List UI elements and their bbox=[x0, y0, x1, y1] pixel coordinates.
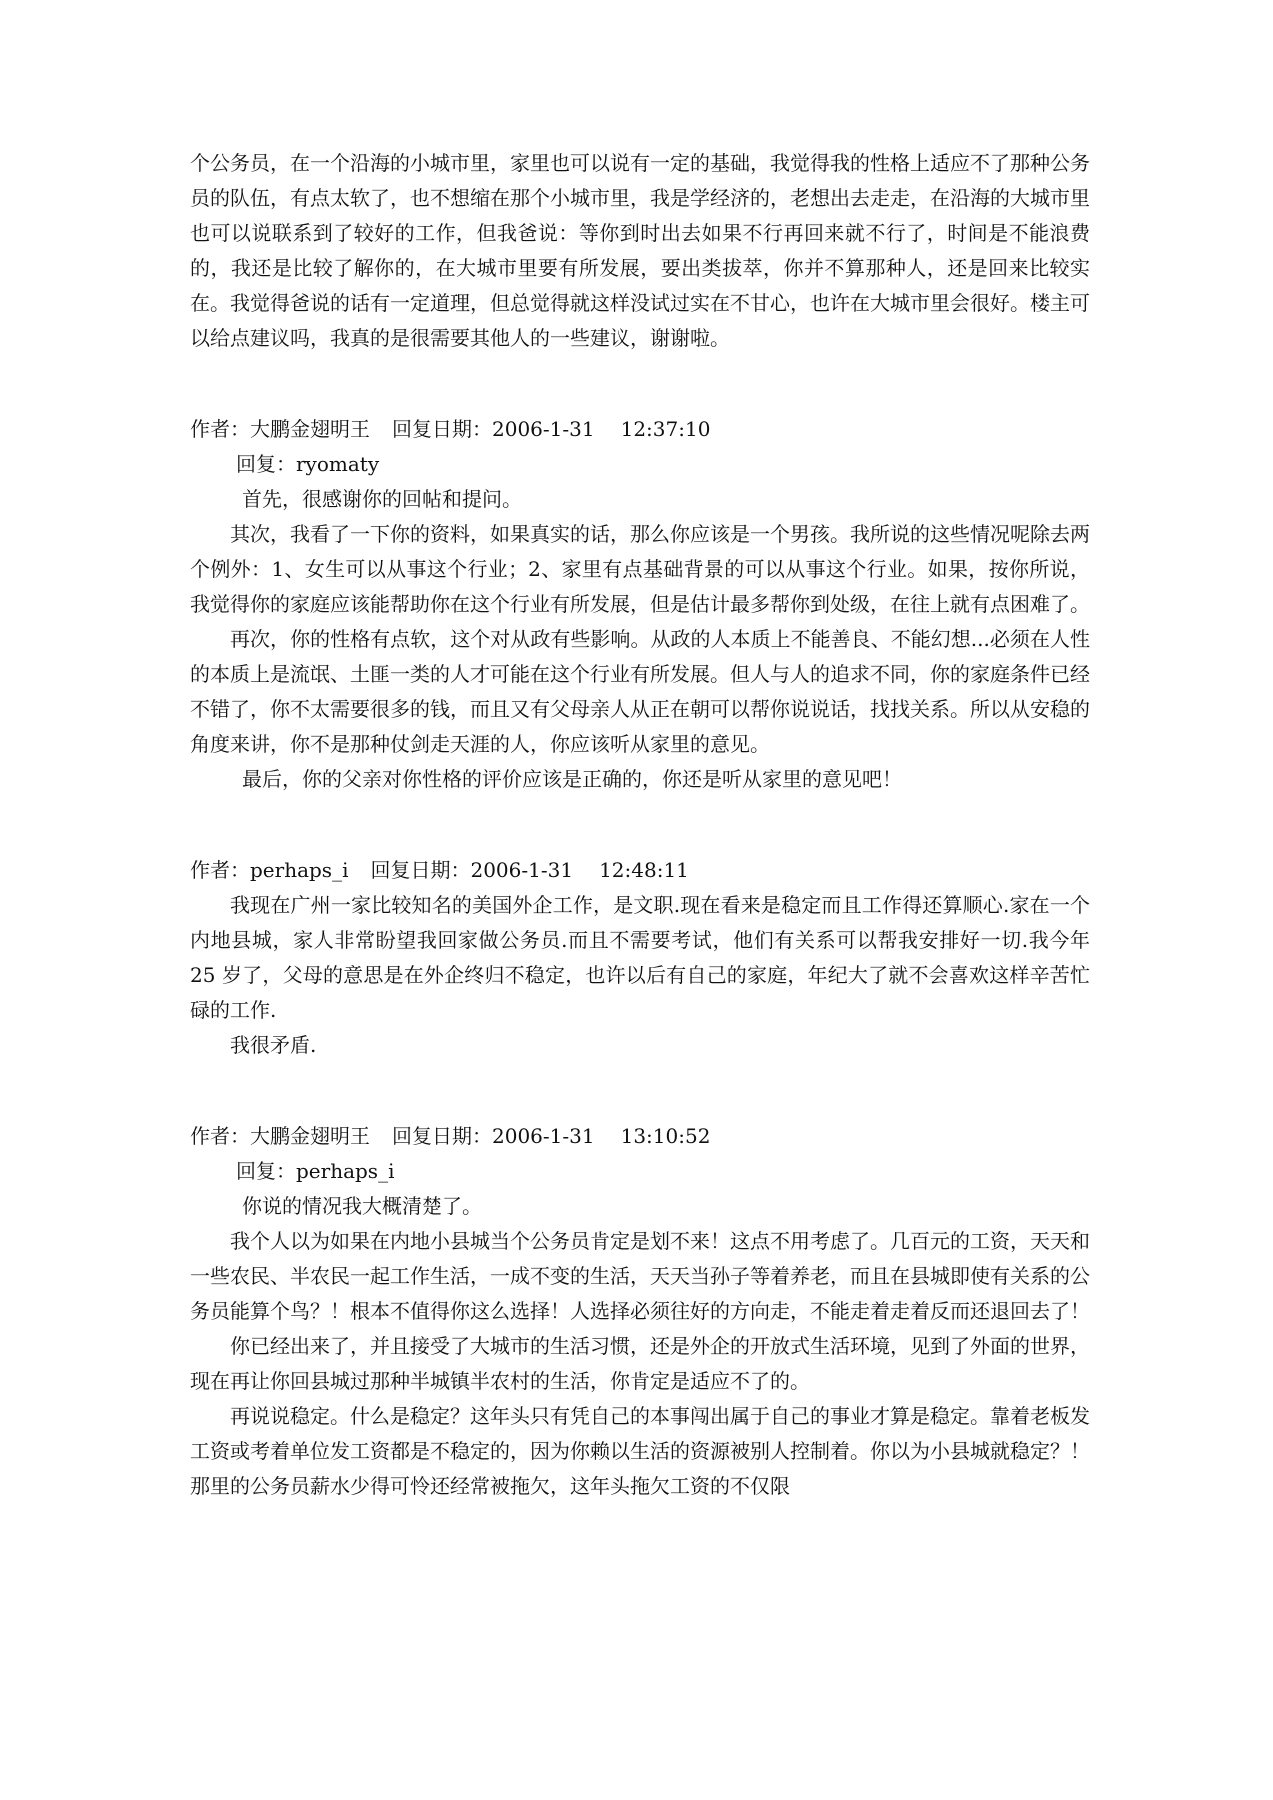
reply-post-2 bbox=[190, 853, 1090, 1063]
reply-post-3 bbox=[190, 1119, 1090, 1504]
top-paragraph: 个公务员，在一个沿海的小城市里，家里也可以说有一定的基础，我觉得我的性格上适应不了那种公务员的队伍，有点太软了，也不想缩在那个小城市里，我是学经济的，老想出去走走，在沿海的大城市里也可以说联系到了较好的工作，但我爸说：等你到时出去如果不行再回来就不行了，时间是不能浪费的，我还是比较了解你的，在大城市里要有所发展，要出类拔萃，你并不算那种人，还是回来比较实在。我觉得爸说的话有一定道理，但总觉得就这样没试过实在不甘心，也许在大城市里会很好。楼主可以给点建议吗，我真的是很需要其他人的一些建议，谢谢啦。 bbox=[190, 151, 1090, 350]
post-paragraph: 首先，很感谢你的回帖和提问。 bbox=[242, 487, 522, 511]
post-paragraph: 我现在广州一家比较知名的美国外企工作，是文职.现在看来是稳定而且工作得还算顺心.家在一个内地县城，家人非常盼望我回家做公务员.而且不需要考试，他们有关系可以帮我安排好一切.我今年 25 岁了，父母的意思是在外企终归不稳定，也许以后有自己的家庭，年纪大了就不会喜欢这样辛苦忙碌的工作. bbox=[190, 893, 1090, 1022]
post-paragraph: 你说的情况我大概清楚了。 bbox=[242, 1194, 482, 1218]
reply-to-line: 回复：ryomaty bbox=[236, 452, 380, 476]
reply-to-line: 回复：perhaps_i bbox=[236, 1159, 395, 1183]
author-label: 作者：大鹏金翅明王 bbox=[190, 417, 370, 441]
document-page bbox=[190, 146, 1090, 1504]
post-paragraph: 你已经出来了，并且接受了大城市的生活习惯，还是外企的开放式生活环境，见到了外面的世界，现在再让你回县城过那种半城镇半农村的生活，你肯定是适应不了的。 bbox=[190, 1334, 1090, 1393]
author-label: 作者：perhaps_i bbox=[190, 858, 349, 882]
post-header bbox=[190, 412, 1090, 447]
post-paragraph: 再说说稳定。什么是稳定？这年头只有凭自己的本事闯出属于自己的事业才算是稳定。靠着老板发工资或考着单位发工资都是不稳定的，因为你赖以生活的资源被别人控制着。你以为小县城就稳定？！那里的公务员薪水少得可怜还经常被拖欠，这年头拖欠工资的不仅限 bbox=[190, 1404, 1090, 1498]
post-paragraph: 再次，你的性格有点软，这个对从政有些影响。从政的人本质上不能善良、不能幻想...必须在人性的本质上是流氓、土匪一类的人才可能在这个行业有所发展。但人与人的追求不同，你的家庭条件已经不错了，你不太需要很多的钱，而且又有父母亲人从正在朝可以帮你说说话，找找关系。所以从安稳的角度来讲，你不是那种仗剑走天涯的人，你应该听从家里的意见。 bbox=[190, 627, 1090, 756]
post-paragraph: 我很矛盾. bbox=[230, 1033, 317, 1057]
time-label: 12:37:10 bbox=[620, 417, 711, 441]
post-paragraph: 其次，我看了一下你的资料，如果真实的话，那么你应该是一个男孩。我所说的这些情况呢除去两个例外：1、女生可以从事这个行业；2、家里有点基础背景的可以从事这个行业。如果，按你所说，我觉得你的家庭应该能帮助你在这个行业有所发展，但是估计最多帮你到处级，在往上就有点困难了。 bbox=[190, 522, 1090, 616]
date-label: 回复日期：2006-1-31 bbox=[392, 1124, 595, 1148]
date-label: 回复日期：2006-1-31 bbox=[392, 417, 595, 441]
time-label: 13:10:52 bbox=[620, 1124, 711, 1148]
date-label: 回复日期：2006-1-31 bbox=[370, 858, 574, 882]
post-header bbox=[190, 853, 1090, 888]
post-header bbox=[190, 1119, 1090, 1154]
post-paragraph: 最后，你的父亲对你性格的评价应该是正确的，你还是听从家里的意见吧！ bbox=[242, 767, 902, 791]
time-label: 12:48:11 bbox=[599, 858, 689, 882]
author-label: 作者：大鹏金翅明王 bbox=[190, 1124, 370, 1148]
reply-post-1 bbox=[190, 412, 1090, 797]
post-paragraph: 我个人以为如果在内地小县城当个公务员肯定是划不来！这点不用考虑了。几百元的工资，天天和一些农民、半农民一起工作生活，一成不变的生活，天天当孙子等着养老，而且在县城即使有关系的公务员能算个鸟？！根本不值得你这么选择！人选择必须往好的方向走，不能走着走着反而还退回去了！ bbox=[190, 1229, 1090, 1323]
